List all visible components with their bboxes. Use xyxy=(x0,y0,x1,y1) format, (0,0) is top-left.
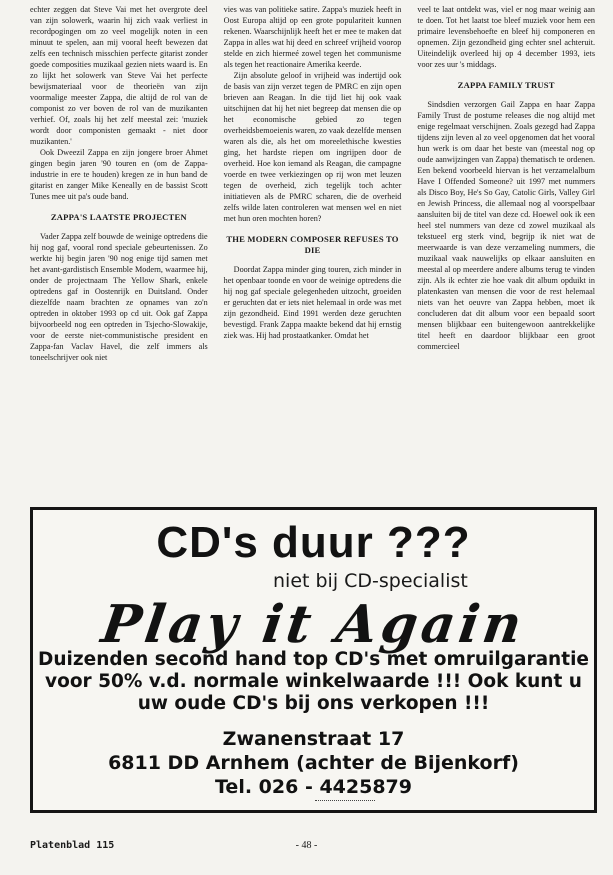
ad-subline: niet bij CD-specialist xyxy=(273,570,468,592)
article-paragraph: echter zeggen dat Steve Vai met het overgrote deel van zijn solowerk, waarin hij zich vaak verliest in recordpogingen om zo veel mogelijk noten in een minuut te spelen, aan mij vooral heeft bewezen dat zelfs een technisch misschien perfecte gitarist zonder goede composities muzikaal gezien niets waard is. En zo lijkt het solowerk van Steve Vai het perfecte bewijsmateriaal voor de theorieën van zijn voormalige meester Zappa, die altijd de rol van de componist zo ver boven de rol van de muzikanten verhief. Of, zoals hij het zelf meestal zei: 'muziek wordt door componisten gemaakt - niet door muzikanten.' xyxy=(30,5,208,146)
article-columns xyxy=(30,4,595,492)
ad-offer-text xyxy=(33,649,594,715)
section-heading: ZAPPA FAMILY TRUST xyxy=(457,80,555,90)
section-heading: THE MODERN COMPOSER REFUSES TO DIE xyxy=(226,234,399,255)
article-column-2 xyxy=(224,4,402,492)
page-number: - 48 - xyxy=(295,840,318,851)
ad-address xyxy=(33,727,594,799)
ad-phone: Tel. 026 - 4425879 xyxy=(215,776,412,798)
article-paragraph: Vader Zappa zelf bouwde de weinige optredens die hij nog gaf, vooral rond speciale gebeurtenissen. Zo werkte hij begin jaren '90 nog enige tijd samen met het avant-gardistisch Ensemble Modern, waarmee hij, onder de projectnaam The Yellow Shark, enkele optredens gaf in Oostenrijk en Duitsland. Onder diezelfde naam brachten ze opnames van zo'n optreden in oktober 1993 op cd uit. Ook gaf Zappa bijvoorbeeld nog een optreden in Tsjecho-Slowakije, voor de eerste niet-communistische president en Zappa-fan Vaclav Havel, die zelf immers als toneelschrijver ook niet xyxy=(30,232,208,362)
ad-offer-line: uw oude CD's bij ons verkopen !!! xyxy=(137,693,490,714)
ad-city: 6811 DD Arnhem (achter de Bijenkorf) xyxy=(108,752,519,774)
article-paragraph: Doordat Zappa minder ging touren, zich minder in het openbaar toonde en voor de weinige optredens die hij nog gaf speciale gelegenheden uitzocht, groeiden er geruchten dat er iets niet helemaal in orde was met zijn gezondheid. Eind 1991 werden deze geruchten bevestigd. Frank Zappa maakte bekend dat hij ernstig ziek was. Hij had prostaatkanker. Omdat het xyxy=(223,265,402,340)
page-footer xyxy=(0,840,613,860)
article-paragraph: Zijn absolute geloof in vrijheid was indertijd ook de basis van zijn verzet tegen de PMRC en zijn open brieven aan Reagan. In die tijd liet hij ook vaak uitschijnen dat hij het niet begreep dat mensen die op het economische gebied zo tegen overheidsbemoeienis waren, zo vaak dezelfde mensen waren als die, als het om moreelethische kwesties ging, het hardste riepen om ingrijpen door de overheid. Hoe kon iemand als Reagan, die campagne voerde en twee verkiezingen op rij won met leuzen tegen de overheid, zich tegelijk toch achter initiatieven als de PMRC scharen, die de overheid zelfs wilde laten controleren wat mensen wel en niet met hun oren mochten horen? xyxy=(223,71,402,223)
ad-offer-line: Duizenden second hand top CD's met omruilgarantie xyxy=(38,649,589,670)
publication-name: Platenblad 115 xyxy=(30,840,115,851)
ad-street: Zwanenstraat 17 xyxy=(222,728,405,750)
ad-divider xyxy=(315,800,375,801)
article-paragraph: Ook Dweezil Zappa en zijn jongere broer Ahmet gingen begin jaren '90 touren en (om de Zappa-industrie in ere te houden) kregen ze in hun band de gitarist en zanger Mike Keneally en de bassist Scott Tunes mee uit pa's oude band. xyxy=(30,148,208,201)
ad-brand-logo: Play it Again xyxy=(97,594,530,655)
article-column-3 xyxy=(417,4,595,492)
article-paragraph: vies was van politieke satire. Zappa's muziek heeft in Oost Europa altijd op een grote populariteit kunnen rekenen. Waarschijnlijk heeft het er mee te maken dat Zappa in alles wat hij deed en schreef vrijheid voorop stelde en zich hiermeé zowel tegen het communisme als tegen het reactionaire Amerika keerde. xyxy=(223,5,402,69)
advertisement-box xyxy=(30,507,597,813)
article-paragraph: Sindsdien verzorgen Gail Zappa en haar Zappa Family Trust de postume releases die nog altijd met enige regelmaat verschijnen. Zoals gezegd had Zappa tijdens zijn leven al zo veel opgenomen dat het vooral hun werk is om daar het beste van (meestal nog op oude aanwijzingen van Zappa) thematisch te ordenen. Een bekend voorbeeld hiervan is het verzamelalbum Have I Offended Someone? uit 1997 met nummers als Disco Boy, He's So Gay, Catolic Girls, Valley Girl en Jewish Princess, die allemaal nog al voorspelbaar aansluiten bij de titel van deze cd. Hoewel ook ik een heel stel nummers van deze cd zowel muzikaal als tekstueel erg sterk vind, begrijp ik niet wat de meerwaarde is van deze verzameling nummers, die muzikaal vaak nauwelijks op elkaar aansluiten en meestal al op meerdere andere albums terug te vinden zijn. Als ik echter zie hoe vaak dit album opduikt in platenkasten van mensen die voor de rest helemaal niets van het oeuvre van Zappa hebben, moet ik concluderen dat dit album voor een bepaald soort mensen blijkbaar een buitengewoon aantrekkelijke titel heeft en daardoor blijkbaar een groot commercieel xyxy=(417,100,596,351)
ad-headline: CD's duur ??? xyxy=(156,518,471,567)
article-column-1 xyxy=(30,4,208,492)
article-paragraph: veel te laat ontdekt was, viel er nog maar weinig aan te doen. Tot het laatst toe bleef muziek voor hem een primaire levensbehoefte en bleef hij componeren en opnemen. Zijn gezondheid ging echter snel achteruit. Uiteindelijk overleed hij op 4 december 1993, iets voor zes uur 's middags. xyxy=(417,5,596,69)
section-heading: ZAPPA'S LAATSTE PROJECTEN xyxy=(50,212,187,222)
ad-offer-line: voor 50% v.d. normale winkelwaarde !!! Ook kunt u xyxy=(45,671,582,692)
